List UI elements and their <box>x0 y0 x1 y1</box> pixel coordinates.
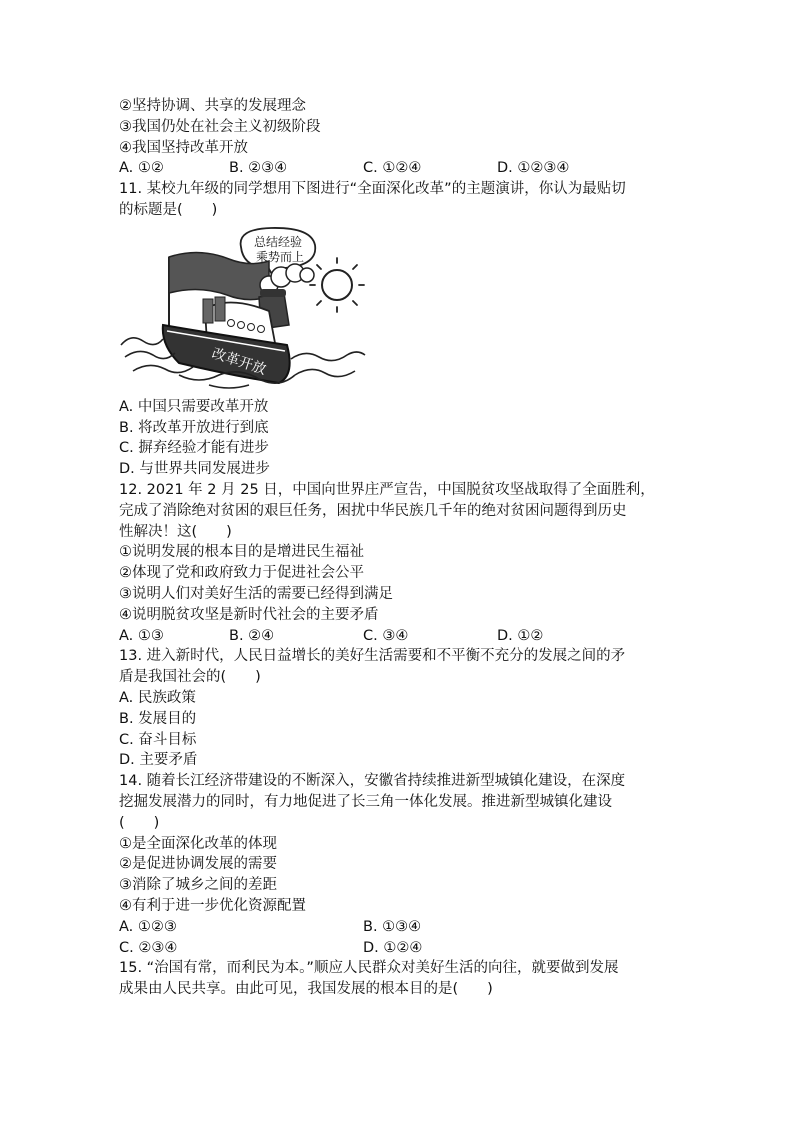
statement-item: ①是全面深化改革的体现 <box>119 835 277 852</box>
statement-item: ②坚持协调、共享的发展理念 <box>119 98 306 114</box>
question-stem: 12. 2021 年 2 月 25 日，中国向世界庄严宣告，中国脱贫攻坚战取得了全面胜利， <box>119 481 655 498</box>
question-stem: 盾是我国社会的( ) <box>119 669 261 686</box>
option-d[interactable]: D. ①②④ <box>363 939 423 956</box>
statement-item: ③我国仍处在社会主义初级阶段 <box>119 118 321 135</box>
option-d[interactable]: D. ①② <box>497 627 544 644</box>
option-b[interactable]: B. ②④ <box>229 627 275 644</box>
question-stem: ( ) <box>119 814 160 831</box>
question-11 <box>119 179 679 480</box>
statement-item: ④我国坚持改革开放 <box>119 139 248 156</box>
question-stem: 13. 进入新时代，人民日益增长的美好生活需要和不平衡不充分的发展之间的矛 <box>119 648 626 665</box>
question-stem: 成果由人民共享。由此可见，我国发展的根本目的是( ) <box>119 981 493 998</box>
question-13 <box>119 646 679 771</box>
question-stem: 的标题是( ) <box>119 201 218 218</box>
ship-hull-label: 改革开放 <box>209 345 268 378</box>
option-c[interactable]: C. ③④ <box>363 627 409 644</box>
question-stem: 挖掘发展潜力的同时，有力地促进了长三角一体化发展。推进新型城镇化建设 <box>119 793 612 810</box>
answer-options-row2 <box>119 938 679 959</box>
option-b[interactable]: B. ①③④ <box>363 918 422 935</box>
statement-item: ②体现了党和政府致力于促进社会公平 <box>119 565 364 582</box>
question-15 <box>119 958 679 1000</box>
option-a[interactable]: A. ①②③ <box>119 918 177 935</box>
bubble-text-line1: 总结经验 <box>253 234 303 249</box>
reform-ship-cartoon <box>119 225 369 391</box>
statement-item: ④说明脱贫攻坚是新时代社会的主要矛盾 <box>119 606 379 623</box>
option-c[interactable]: C. 奋斗目标 <box>119 731 197 748</box>
option-b[interactable]: B. 将改革开放进行到底 <box>119 419 269 436</box>
option-a[interactable]: A. ①③ <box>119 627 164 644</box>
question-10 <box>119 96 679 179</box>
question-stem: 11. 某校九年级的同学想用下图进行“全面深化改革”的主题演讲，你认为最贴切 <box>119 181 626 198</box>
option-a[interactable]: A. 民族政策 <box>119 689 196 706</box>
question-stem: 14. 随着长江经济带建设的不断深入，安徽省持续推进新型城镇化建设，在深度 <box>119 773 626 790</box>
statement-item: ④有利于进一步优化资源配置 <box>119 897 306 914</box>
option-d[interactable]: D. 与世界共同发展进步 <box>119 461 270 478</box>
option-d[interactable]: D. ①②③④ <box>497 160 570 177</box>
option-a[interactable]: A. 中国只需要改革开放 <box>119 398 269 415</box>
statement-item: ③说明人们对美好生活的需要已经得到满足 <box>119 585 393 602</box>
option-a[interactable]: A. ①② <box>119 160 164 177</box>
question-stem: 15. “治国有常，而利民为本。”顺应人民群众对美好生活的向往，就要做到发展 <box>119 960 619 977</box>
option-c[interactable]: C. 摒弃经验才能有进步 <box>119 440 269 457</box>
question-14 <box>119 771 679 958</box>
option-d[interactable]: D. 主要矛盾 <box>119 752 198 769</box>
sun-icon <box>310 258 364 312</box>
answer-options-row1 <box>119 917 679 938</box>
statement-item: ①说明发展的根本目的是增进民生福祉 <box>119 544 364 561</box>
question-stem: 性解决！这( ) <box>119 523 232 540</box>
option-b[interactable]: B. ②③④ <box>229 160 288 177</box>
option-c[interactable]: C. ②③④ <box>119 939 178 956</box>
question-stem: 完成了消除绝对贫困的艰巨任务，困扰中华民族几千年的绝对贫困问题得到历史 <box>119 502 627 519</box>
statement-item: ②是促进协调发展的需要 <box>119 856 277 873</box>
question-12 <box>119 480 679 646</box>
bubble-text-line2: 乘势而上 <box>255 249 305 264</box>
statement-item: ③消除了城乡之间的差距 <box>119 877 277 894</box>
option-c[interactable]: C. ①②④ <box>363 160 422 177</box>
answer-options <box>119 626 679 647</box>
answer-options <box>119 158 679 179</box>
exam-page <box>119 96 679 1000</box>
option-b[interactable]: B. 发展目的 <box>119 710 197 727</box>
